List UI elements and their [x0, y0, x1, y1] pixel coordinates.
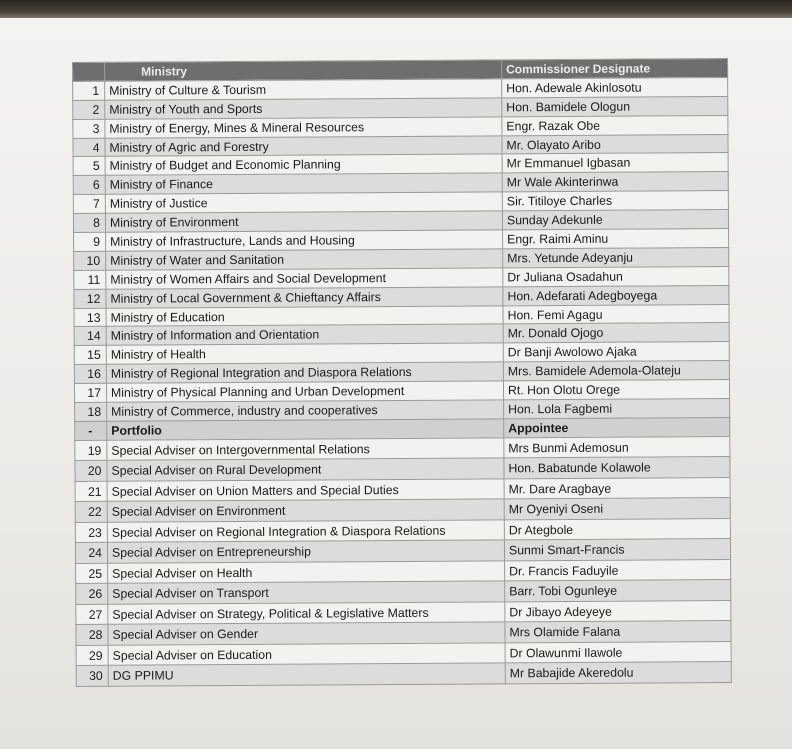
row-number: 7 — [73, 195, 105, 214]
ministry-name: Ministry of Commerce, industry and cooperatives — [107, 400, 504, 421]
portfolio-name: Special Adviser on Environment — [107, 499, 504, 522]
appointee-name: Sir. Titiloye Charles — [502, 191, 728, 211]
row-number: 27 — [76, 604, 108, 625]
ministry-name: Ministry of Information and Orientation — [106, 324, 503, 345]
appointee-name: Mrs Bunmi Ademosun — [504, 436, 730, 458]
appointee-name: Mr Wale Akinterinwa — [502, 172, 728, 192]
row-number: 15 — [74, 346, 106, 365]
portfolio-name: Special Adviser on Intergovernmental Relations — [107, 438, 504, 461]
row-number: 11 — [74, 270, 106, 289]
ministry-name: Ministry of Local Government & Chieftancy Affairs — [106, 287, 503, 308]
appointee-name: Dr Jibayo Adeyeye — [505, 600, 731, 622]
ministry-name: Ministry of Health — [106, 343, 503, 364]
row-number: 5 — [73, 157, 105, 176]
appointee-name: Sunmi Smart-Francis — [504, 539, 730, 561]
subheader-appointee: Appointee — [504, 417, 730, 437]
table-row — [76, 662, 731, 687]
ministry-name: Ministry of Water and Sanitation — [106, 249, 503, 270]
appointee-name: Mr. Dare Aragbaye — [504, 477, 730, 499]
appointee-name: Hon. Bamidele Ologun — [502, 96, 728, 116]
row-number: 13 — [74, 308, 106, 327]
row-number: 22 — [75, 502, 107, 523]
row-number: 30 — [76, 666, 108, 687]
appointee-name: Dr Olawunmi Ilawole — [505, 641, 731, 663]
row-number: 8 — [73, 213, 105, 232]
ministry-name: Ministry of Budget and Economic Planning — [105, 154, 502, 175]
row-number: 9 — [74, 232, 106, 251]
appointee-name: Mr. Donald Ojogo — [503, 323, 729, 343]
appointee-name: Mrs. Yetunde Adeyanju — [503, 247, 729, 267]
row-number: 14 — [74, 327, 106, 346]
row-number: 29 — [76, 645, 108, 666]
row-number: 21 — [75, 481, 107, 502]
ministry-name: Ministry of Environment — [105, 211, 502, 232]
appointee-name: Hon. Lola Fagbemi — [504, 399, 730, 419]
appointee-name: Hon. Babatunde Kolawole — [504, 457, 730, 479]
ministry-name: Ministry of Agric and Forestry — [105, 135, 502, 156]
row-number: 18 — [75, 402, 107, 421]
portfolio-name: Special Adviser on Regional Integration & Diaspora Relations — [107, 520, 504, 543]
appointee-name: Mr Babajide Akeredolu — [505, 662, 731, 684]
ministry-name: Ministry of Energy, Mines & Mineral Resources — [105, 117, 502, 138]
appointee-name: Mr Oyeniyi Oseni — [504, 498, 730, 520]
row-number: 28 — [76, 625, 108, 646]
appointee-name: Dr Juliana Osadahun — [503, 266, 729, 286]
ministry-name: Ministry of Finance — [105, 173, 502, 194]
appointee-name: Hon. Adewale Akinlosotu — [502, 77, 728, 97]
appointee-name: Hon. Adefarati Adegboyega — [503, 285, 729, 305]
appointee-name: Hon. Femi Agagu — [503, 304, 729, 324]
appointee-name: Dr Banji Awolowo Ajaka — [503, 342, 729, 362]
row-number: 24 — [75, 543, 107, 564]
appointee-name: Barr. Tobi Ogunleye — [505, 580, 731, 602]
photo-edge-shadow — [0, 0, 792, 20]
portfolio-name: Special Adviser on Health — [108, 561, 505, 584]
appointee-name: Mrs. Bamidele Ademola-Olateju — [503, 361, 729, 381]
row-number: 6 — [73, 176, 105, 195]
portfolio-name: Special Adviser on Gender — [108, 622, 505, 645]
appointee-name: Engr. Razak Obe — [502, 115, 728, 135]
header-ministry: Ministry — [105, 60, 502, 81]
row-number: 1 — [73, 81, 105, 100]
row-number: 10 — [74, 251, 106, 270]
portfolio-name: Special Adviser on Education — [108, 643, 505, 666]
row-number: 25 — [76, 563, 108, 584]
subheader-number: - — [75, 421, 107, 440]
appointee-name: Rt. Hon Olotu Orege — [503, 380, 729, 400]
portfolio-name: Special Adviser on Entrepreneurship — [107, 540, 504, 563]
ministry-name: Ministry of Physical Planning and Urban Development — [106, 381, 503, 402]
appointee-name: Dr. Francis Faduyile — [505, 559, 731, 581]
appointee-name: Engr. Raimi Aminu — [503, 229, 729, 249]
portfolio-name: Special Adviser on Rural Development — [107, 458, 504, 481]
row-number: 3 — [73, 119, 105, 138]
ministry-name: Ministry of Youth and Sports — [105, 98, 502, 119]
ministry-name: Ministry of Infrastructure, Lands and Housing — [106, 230, 503, 251]
ministry-rows — [73, 77, 730, 421]
row-number: 16 — [74, 365, 106, 384]
ministry-name: Ministry of Education — [106, 305, 503, 326]
adviser-rows — [75, 436, 731, 686]
row-number: 23 — [75, 522, 107, 543]
portfolio-name: Special Adviser on Strategy, Political & Legislative Matters — [108, 602, 505, 625]
appointee-name: Dr Ategbole — [504, 518, 730, 540]
header-number — [73, 62, 105, 81]
portfolio-name: Special Adviser on Union Matters and Special Duties — [107, 479, 504, 502]
appointee-name: Mr Emmanuel Igbasan — [502, 153, 728, 173]
ministry-name: Ministry of Regional Integration and Diaspora Relations — [106, 362, 503, 383]
row-number: 2 — [73, 100, 105, 119]
row-number: 4 — [73, 138, 105, 157]
row-number: 19 — [75, 440, 107, 461]
subheader-portfolio: Portfolio — [107, 419, 504, 440]
appointments-table — [72, 58, 732, 687]
row-number: 26 — [76, 584, 108, 605]
row-number: 17 — [74, 383, 106, 402]
ministry-name: Ministry of Culture & Tourism — [105, 79, 502, 100]
ministry-name: Ministry of Women Affairs and Social Development — [106, 268, 503, 289]
portfolio-name: Special Adviser on Transport — [108, 581, 505, 604]
portfolio-name: DG PPIMU — [108, 663, 505, 686]
appointee-name: Mrs Olamide Falana — [505, 621, 731, 643]
header-commissioner: Commissioner Designate — [501, 58, 727, 78]
row-number: 12 — [74, 289, 106, 308]
ministry-name: Ministry of Justice — [105, 192, 502, 213]
row-number: 20 — [75, 461, 107, 482]
appointee-name: Sunday Adekunle — [502, 210, 728, 230]
appointee-name: Mr. Olayato Aribo — [502, 134, 728, 154]
